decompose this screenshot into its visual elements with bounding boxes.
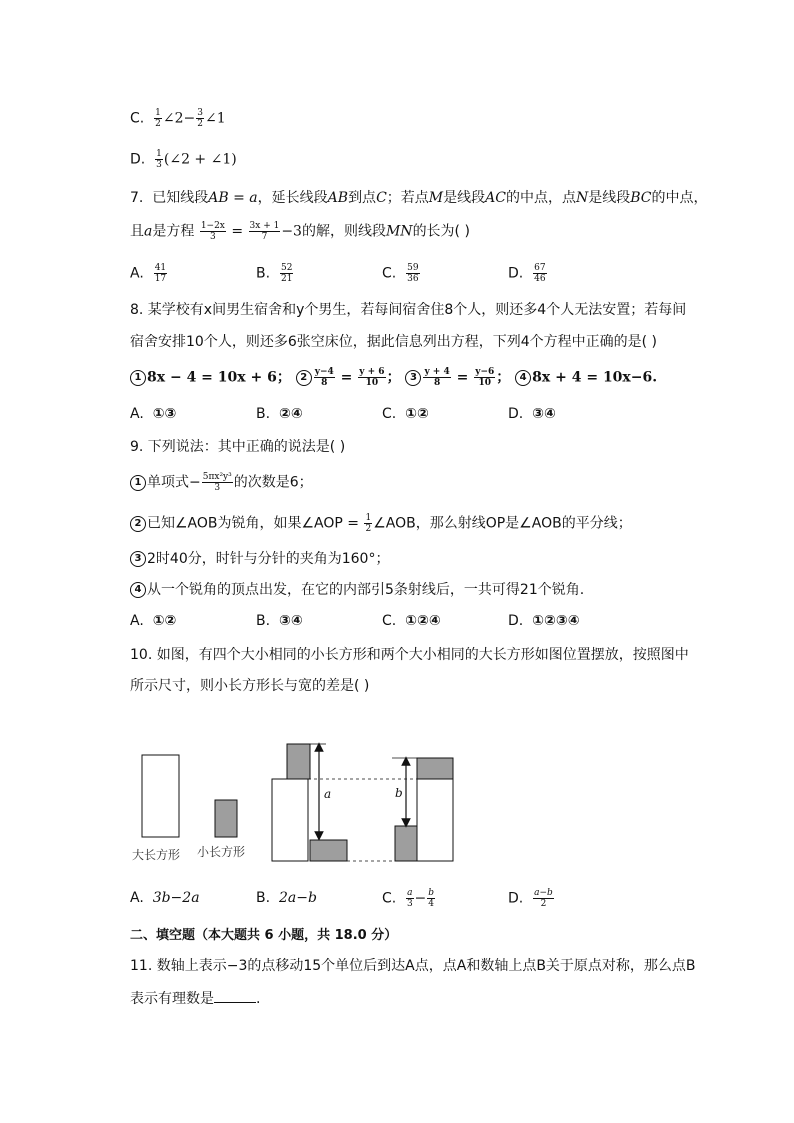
q8-option-b: B. ②④	[256, 406, 303, 422]
q11-line1: 11. 数轴上表示−3的点移动15个单位后到达A点，点A和数轴上点B关于原点对称，那么点B	[130, 958, 696, 974]
label-b: b	[395, 786, 403, 800]
bottom-right-small-rectangle	[395, 826, 417, 861]
section-title: 二、填空题（本大题共 6 小题，共 18.0 分）	[130, 928, 398, 943]
small-rectangle-label: 小长方形	[197, 845, 246, 859]
top-left-small-rectangle	[287, 744, 310, 779]
q7-option-c: C. $\frac{59}{36}$	[382, 263, 419, 284]
q7-option-b: B. $\frac{52}{21}$	[256, 263, 293, 284]
q8-option-a: A. ①③	[130, 406, 177, 422]
q10-option-d: D. $\frac{a-b}{2}$	[508, 888, 553, 909]
q9-option-c: C. ①②④	[382, 613, 441, 629]
q11-line2: 表示有理数是 .	[130, 988, 260, 1009]
q10-option-b: B. 2a−b	[256, 890, 317, 906]
fraction: $\frac{1-2x}{3}$	[200, 221, 225, 242]
q10-line1: 10. 如图，有四个大小相同的小长方形和两个大小相同的大长方形如图位置摆放，按照图中	[130, 647, 689, 663]
answer-blank[interactable]	[214, 988, 256, 1003]
bottom-left-small-rectangle	[310, 840, 347, 861]
q9-statement-1: 1 单项式− $\frac{\text{5πx²y³}}{3}$ 的次数是6；	[130, 472, 313, 493]
q8-equations: 1 8x − 4 = 10x + 6； 2 $\frac{y-4}{8}$ = $\frac{y + 6}{10}$ ； 3 $\frac{y + 4}{8}$ = $\frac{y-6}{10}$ ； 4 8x + 4 = 10x−6.	[130, 367, 657, 388]
q7-option-a: A. $\frac{41}{17}$	[130, 263, 167, 284]
fraction: $\frac{3}{2}$	[197, 108, 203, 129]
q9-option-b: B. ③④	[256, 613, 303, 629]
q7-line1: 7. 已知线段AB = a，延长线段AB到点C；若点M是线段AC的中点，点N是线段BC的中点，	[130, 190, 708, 206]
q7-line2: 且a是方程 $\frac{1-2x}{3}$ = $\frac{3x + 1}{7}$ −3的解，则线段MN的长为( )	[130, 221, 470, 242]
q9-stem: 9. 下列说法：其中正确的说法是( )	[130, 439, 346, 455]
q8-line1: 8. 某学校有x间男生宿舍和y个男生，若每间宿舍住8个人，则还多4个人无法安置；若每间	[130, 302, 687, 318]
q8-option-c: C. ①②	[382, 406, 429, 422]
q8-option-d: D. ③④	[508, 406, 556, 422]
q10-option-c: C. $\frac{a}{3}$ − $\frac{b}{4}$	[382, 888, 435, 909]
q9-statement-2: 2 已知∠AOB为锐角，如果∠AOP = $\frac{1}{2}$ ∠AOB，那么射线OP是∠AOB的平分线；	[130, 513, 632, 534]
q9-statement-3: 3 2时40分，时针与分针的夹角为160°；	[130, 549, 389, 569]
q9-option-d: D. ①②③④	[508, 613, 580, 629]
q10-line2: 所示尺寸，则小长方形长与宽的差是( )	[130, 678, 370, 694]
q10-figure	[130, 735, 470, 865]
small-rectangle	[215, 800, 237, 837]
q9-option-a: A. ①②	[130, 613, 177, 629]
q9-statement-4: 4 从一个锐角的顶点出发，在它的内部引5条射线后，一共可得21个锐角.	[130, 580, 584, 600]
fraction: $\frac{1}{3}$	[156, 149, 162, 170]
label-a: a	[324, 787, 332, 801]
top-right-small-rectangle	[417, 758, 453, 779]
q6-option-d: D. $\frac{1}{3}$ (∠2 + ∠1)	[130, 149, 237, 170]
q6-option-c: C. $\frac{1}{2}$ ∠2− $\frac{3}{2}$ ∠1	[130, 108, 226, 129]
q10-option-a: A. 3b−2a	[130, 890, 200, 906]
q8-line2: 宿舍安排10个人，则还多6张空床位，据此信息列出方程，下列4个方程中正确的是( )	[130, 334, 658, 350]
left-big-rectangle	[272, 779, 308, 861]
q7-option-d: D. $\frac{67}{46}$	[508, 263, 546, 284]
big-rectangle-label: 大长方形	[132, 848, 181, 862]
fraction: $\frac{3x + 1}{7}$	[249, 221, 280, 242]
fraction: $\frac{1}{2}$	[155, 108, 161, 129]
right-big-rectangle	[417, 779, 453, 861]
big-rectangle	[142, 755, 179, 837]
